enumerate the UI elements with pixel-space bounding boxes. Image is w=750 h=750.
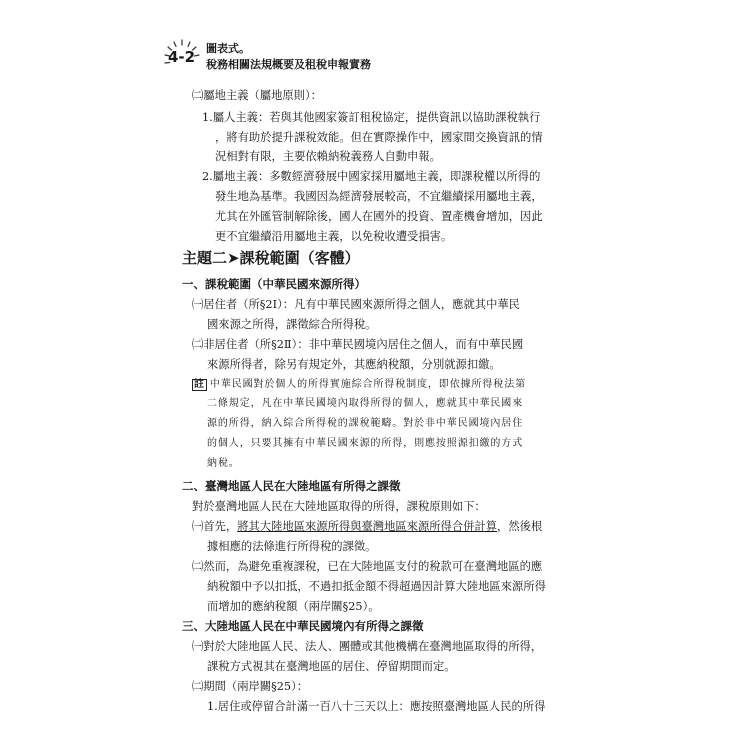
note-label: 註 xyxy=(194,379,205,390)
paragraph-line: ㈡非居住者（所§2Ⅱ）：非中華民國境內居住之個人，而有中華民國 xyxy=(192,338,524,351)
section-heading: 二、臺灣地區人民在大陸地區有所得之課徵 xyxy=(182,479,401,493)
note-text: 中華民國對於個人的所得實施綜合所得稅制度，即依據所得稅法第 xyxy=(209,379,527,390)
section-heading: 一、課稅範圍（中華民國來源所得） xyxy=(182,277,366,291)
text-segment: ，然後根 xyxy=(497,520,543,533)
section-heading: 三、大陸地區人民在中華民國境內有所得之課徵 xyxy=(182,619,424,633)
note-line: 二條規定，凡在中華民國境內取得所得的個人，應就其中華民國來 xyxy=(207,398,524,409)
paragraph-line: 1.屬人主義：若與其他國家簽訂租稅協定，提供資訊以協助課稅執行 xyxy=(202,111,541,124)
book-subtitle: 稅務相關法規概要及租稅申報實務 xyxy=(206,58,371,71)
paragraph-line: 2.屬地主義：多數經濟發展中國家採用屬地主義，即課稅權以所得的 xyxy=(202,170,541,183)
page-number: 4-2 xyxy=(168,48,196,66)
underlined-text: 將其大陸地區來源所得與臺灣地區來源所得合併計算 xyxy=(237,520,498,533)
paragraph-line: 況相對有限，主要依賴納稅義務人自動申報。 xyxy=(215,150,441,163)
note-line: 納稅。 xyxy=(207,458,240,469)
paragraph-line: 納稅額中予以扣抵，不過扣抵金額不得超過因計算大陸地區來源所得 xyxy=(207,580,546,593)
paragraph-line: 而增加的應納稅額（兩岸關§25）。 xyxy=(207,600,380,613)
paragraph-line: 來源所得者，除另有規定外，其應納稅額，分別就源扣繳。 xyxy=(207,358,501,371)
note-line: 的個人，只要其擁有中華民國來源的所得，則應按照源扣繳的方式 xyxy=(207,438,524,449)
paragraph-line xyxy=(192,521,542,532)
paragraph-line: ㈠居住者（所§2Ⅰ）：凡有中華民國來源所得之個人，應就其中華民 xyxy=(192,298,520,311)
paragraph-line: ，將有助於提升課稅效能。但在實際操作中，國家間交換資訊的情 xyxy=(215,131,543,144)
paragraph-line: 課稅方式視其在臺灣地區的居住、停留期間而定。 xyxy=(207,660,456,673)
paragraph-line: ㈡期間（兩岸關§25）： xyxy=(192,680,309,693)
paragraph-line: 據相應的法條進行所得稅的課徵。 xyxy=(207,540,377,553)
note-line xyxy=(192,379,526,391)
paragraph-line: ㈡然而，為避免重複課稅，已在大陸地區支付的稅款可在臺灣地區的應 xyxy=(192,560,543,573)
paragraph-line: 國來源之所得，課徵綜合所得稅。 xyxy=(207,318,377,331)
paragraph-line: 更不宜繼續沿用屬地主義，以免稅收遭受損害。 xyxy=(215,230,453,243)
page-header xyxy=(160,36,620,76)
paragraph-line: ㈠對於大陸地區人民、法人、團體或其他機構在臺灣地區取得的所得， xyxy=(192,640,543,653)
paragraph-line: 尤其在外匯管制解除後，國人在國外的投資、置產機會增加，因此 xyxy=(215,210,543,223)
topic-heading: 主題二➤課稅範圍（客體） xyxy=(182,249,360,267)
subheading-territorial: ㈡屬地主義（屬地原則）： xyxy=(192,89,322,102)
paragraph-line: 1.居住或停留合計滿一百八十三天以上：應按照臺灣地區人民的所得 xyxy=(207,700,546,713)
text-segment: ㈠首先， xyxy=(192,520,238,533)
book-title: 圖表式。 xyxy=(206,42,250,55)
paragraph-line: 對於臺灣地區人民在大陸地區取得的所得，課稅原則如下： xyxy=(192,500,486,513)
paragraph-line: 發生地為基準。我國因為經濟發展較高，不宜繼續採用屬地主義， xyxy=(215,190,543,203)
note-line: 源的所得，納入綜合所得稅的課稅範疇。對於非中華民國境內居住 xyxy=(207,418,524,429)
